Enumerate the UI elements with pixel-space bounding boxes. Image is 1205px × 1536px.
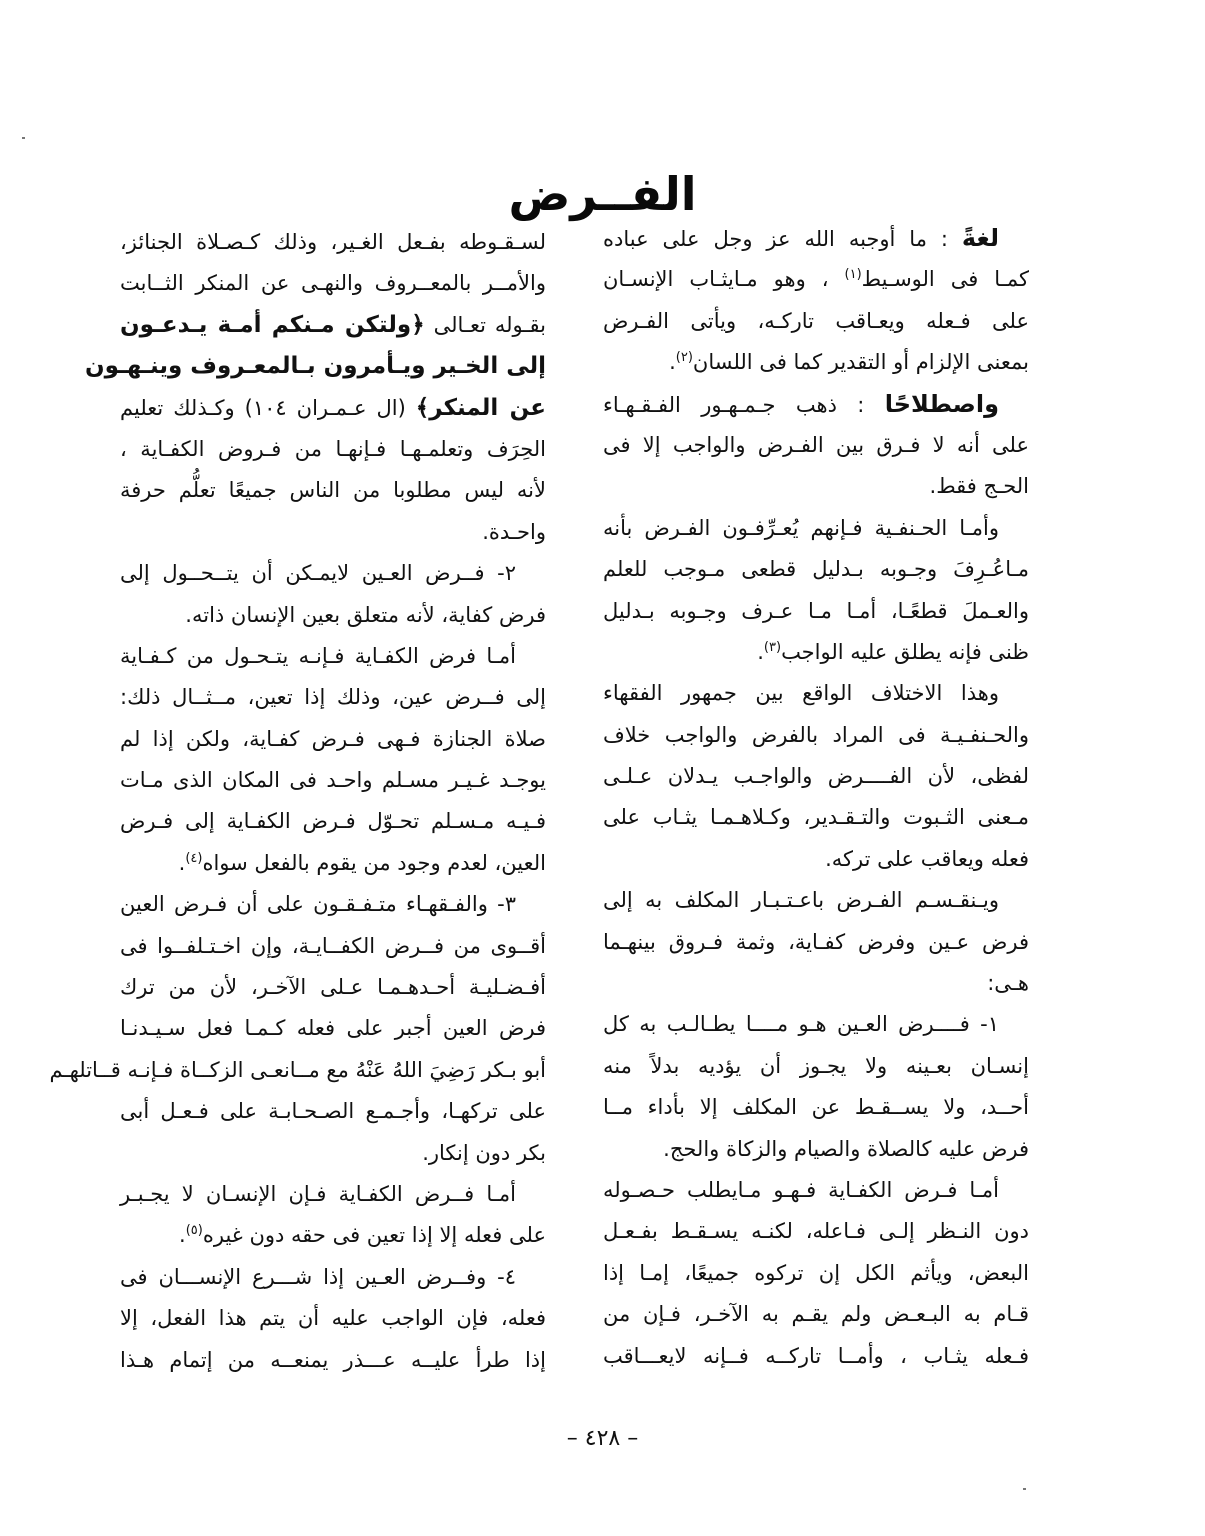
- line-text: يوجـد غـيـر مسـلم واحـد فى المكان الذى مـات: [120, 768, 546, 793]
- line-text: إذا طرأ عليــه عـــذر يمنعــه من إتمام هـذا: [120, 1347, 546, 1372]
- line-text-after: .: [669, 350, 676, 375]
- text-line: [120, 636, 546, 677]
- definition-term: واصطلاحًا: [884, 389, 999, 418]
- text-line: [120, 719, 546, 760]
- text-line: [120, 1091, 546, 1132]
- line-text: فعله ويعاقب على تركه.: [825, 846, 1029, 871]
- text-line: [603, 218, 1029, 259]
- line-text: إلى فــرض عين، وذلك إذا تعين، مــثــال ذلك:: [120, 685, 546, 710]
- text-line: [120, 388, 546, 429]
- line-text: هـى:: [987, 971, 1029, 996]
- line-text: أمـا فـرض الكفـاية فـهـو مـايطلب حـصـوله: [603, 1177, 999, 1202]
- line-text: العين، لعدم وجود من يقوم بالفعل سواه: [202, 850, 546, 875]
- line-text: وأمـا الحـنفـية فـإنهم يُعـرِّفـون الفـرض بأنه: [603, 515, 999, 540]
- text-line: [603, 1087, 1029, 1128]
- text-line: [603, 301, 1029, 342]
- line-text: فرض العين أجبر على فعله كـمـا فعل سـيـدنـا: [120, 1016, 546, 1041]
- footnote-marker[interactable]: (٣): [763, 639, 782, 655]
- right-column: [603, 218, 1029, 1377]
- line-text: لأنه ليس مطلوبا من الناس جميعًا تعلُّم حرفة: [120, 478, 546, 503]
- text-line: [49, 1050, 546, 1091]
- quran-verse: إلى الخـير ويـأمرون بـالمعـروف وينـهـون: [84, 353, 546, 380]
- line-text: بكر دون إنكار.: [422, 1140, 546, 1165]
- text-line: [603, 591, 1029, 632]
- text-line: [603, 632, 1029, 673]
- line-text: ٤- وفــرض العـين إذا شـــرع الإنســـان فى: [120, 1264, 516, 1289]
- text-line: [603, 922, 1029, 963]
- text-line: [120, 512, 546, 553]
- line-text: والحـنفـيـة فى المراد بالفرض والواجب خلاف: [603, 722, 1029, 747]
- text-line: [603, 756, 1029, 797]
- text-line: [120, 1174, 546, 1215]
- line-text: إنسـان بعـينه ولا يجـوز أن يؤديه بدلاً منه: [603, 1053, 1029, 1078]
- line-text: واحـدة.: [482, 519, 546, 544]
- text-line: [120, 222, 546, 263]
- line-text-after: (ال عـمـران ١٠٤) وكـذلك تعليم: [120, 395, 416, 420]
- page-number: – ٤٢٨ –: [566, 1426, 639, 1451]
- text-line: [603, 797, 1029, 838]
- line-text: فـعله يثـاب ، وأمــا تاركــه فــإنه لايعـــاقب: [603, 1343, 1029, 1368]
- line-text: كمـا فى الوسـيط: [861, 267, 1029, 292]
- text-line: [603, 1046, 1029, 1087]
- quran-verse: عن المنكر﴾: [415, 394, 547, 421]
- line-text: الحـج فقط.: [929, 474, 1029, 499]
- text-line: [603, 508, 1029, 549]
- text-line: [120, 595, 546, 636]
- text-line: [120, 843, 546, 884]
- text-line: [84, 346, 546, 387]
- line-text: لفظى، لأن الفــــرض والواجـب يـدلان عـلـى: [603, 764, 1029, 789]
- line-text: فرض عليه كالصلاة والصيام والزكاة والحج.: [663, 1136, 1029, 1161]
- text-line: [120, 884, 546, 925]
- line-text: ٢- فــرض العـين لايمـكن أن يتــحــول إلى: [120, 561, 516, 586]
- line-text: البعض، ويأثم الكل إن تركوه جميعًا، إمـا إذا: [603, 1260, 1029, 1285]
- line-text: فـيـه مـسـلم تحـوّل فـرض الكفـاية إلى فـرض: [120, 809, 546, 834]
- footnote-marker[interactable]: (٥): [185, 1223, 203, 1239]
- line-text: الحِرَف وتعلمـهـا فـإنهـا من فـروض الكفـاية ،: [120, 436, 546, 461]
- scan-speck: [22, 137, 25, 139]
- footnote-marker[interactable]: (٢): [675, 350, 693, 366]
- text-line: [120, 1133, 546, 1174]
- line-text: فرض كفاية، لأنه متعلق بعين الإنسان ذاته.: [185, 602, 546, 627]
- text-line: [120, 263, 546, 304]
- line-text: أمـا فــرض الكفـاية فـإن الإنسـان لا يجـبـر: [120, 1181, 516, 1206]
- line-text: ظنى فإنه يطلق عليه الواجب: [781, 639, 1029, 664]
- text-line: [603, 342, 1029, 383]
- line-text: لسـقـوطه بفـعل الغـير، وذلك كـصـلاة الجنائز،: [120, 230, 546, 254]
- text-line: [603, 1129, 1029, 1170]
- line-text: بقـوله تعـالى: [424, 312, 547, 337]
- line-text: مـاعُـرِفَ وجـوبه بـدليل قطعى مـوجب للعلم: [603, 557, 1029, 582]
- text-line: [120, 553, 546, 594]
- line-text: على فعله إلا إذا تعين فى حقه دون غيره: [202, 1223, 546, 1248]
- line-text: فرض عـين وفرض كفـاية، وثمة فـروق بينهـما: [603, 929, 1029, 954]
- text-line: [603, 880, 1029, 921]
- text-line: [603, 1253, 1029, 1294]
- line-text: دون النـظر إلـى فـاعله، لكنـه يسـقـط بفـعـل: [603, 1219, 1029, 1244]
- line-text: : ذهب جـمـهـور الفـقـهـاء: [603, 392, 885, 417]
- text-line: [603, 259, 1029, 300]
- line-text: أحــد، ولا يســقـط عن المكلف إلا بأداء مــا: [603, 1095, 1029, 1120]
- line-text: أقــوى من فــرض الكفــايـة، وإن اخـتـلفــوا فى: [120, 933, 546, 958]
- text-line: [603, 1004, 1029, 1045]
- line-text: ويـنقـسـم الفـرض باعـتـبـار المكلف به إلى: [603, 888, 999, 913]
- text-line: [603, 466, 1029, 507]
- line-text: أمـا فرض الكفـاية فـإنـه يتـحـول من كـفـاية: [120, 643, 516, 668]
- line-text: فعله، فإن الواجب عليه أن يتم هذا الفعل، إلا: [120, 1306, 546, 1331]
- text-line: [120, 926, 546, 967]
- line-text: وهذا الاختلاف الواقع بين جمهور الفقهاء: [603, 681, 999, 706]
- text-line: [603, 715, 1029, 756]
- text-line: [120, 677, 546, 718]
- quran-verse: ﴿ولتكن مـنكم أمـة يـدعـون: [120, 311, 425, 338]
- line-text: على أنه لا فـرق بين الفـرض والواجب إلا فى: [603, 432, 1029, 457]
- text-line: [603, 384, 1029, 425]
- text-line: [120, 1008, 546, 1049]
- definition-term: لغةً: [961, 224, 999, 252]
- text-line: [120, 305, 546, 346]
- text-line: [603, 1211, 1029, 1252]
- text-line: [120, 801, 546, 842]
- line-text: أبو بـكر رَضِيَ اللهُ عَنْهُ مع مــانعـى الزكــاة فـإنـه قــاتلهـم: [49, 1057, 546, 1082]
- line-text: والأمــر بالمعــروف والنهـى عن المنكر الثــابت: [120, 271, 546, 296]
- line-text-after: .: [757, 639, 764, 664]
- text-line: [603, 549, 1029, 590]
- line-text-after: .: [178, 850, 186, 875]
- text-line: [120, 967, 546, 1008]
- text-line: [603, 1294, 1029, 1335]
- line-text: بمعنى الإلزام أو التقدير كما فى اللسان: [692, 350, 1029, 375]
- line-text: ٣- والفـقهـاء متـفـقـون على أن فـرض العين: [120, 892, 516, 917]
- text-line: [120, 470, 546, 511]
- line-text: أفـضـليـة أحـدهـمـا عـلى الآخـر، لأن من ترك: [120, 975, 546, 1000]
- text-line: [120, 1340, 546, 1381]
- line-text: قـام به البـعـض ولم يقـم به الآخـر، فـإن من: [603, 1302, 1029, 1327]
- text-line: [603, 1336, 1029, 1377]
- scan-speck: [1023, 1488, 1026, 1490]
- page-title: الفــرض: [508, 166, 697, 221]
- line-text: : ما أوجبه الله عز وجل على عباده: [603, 227, 962, 251]
- text-line: [603, 1170, 1029, 1211]
- line-text: على فـعله ويعـاقب تاركـه، ويأتى الفـرض: [603, 308, 1029, 333]
- text-line: [120, 1257, 546, 1298]
- footnote-marker[interactable]: (٤): [185, 850, 203, 866]
- footnote-marker[interactable]: (١): [844, 267, 862, 283]
- text-line: [120, 429, 546, 470]
- line-text-after: ، وهو مـايثـاب الإنسـان: [603, 267, 845, 292]
- line-text: مـعنى الثـبوت والتـقـدير، وكـلاهـمـا يثـاب على: [603, 805, 1029, 830]
- text-line: [603, 839, 1029, 880]
- text-line: [603, 963, 1029, 1004]
- text-line: [120, 760, 546, 801]
- text-line: [120, 1298, 546, 1339]
- line-text: على تركهـا، وأجـمـع الصـحـابـة على فـعـل أبى: [120, 1099, 546, 1124]
- line-text: والعـملَ قطعًـا، أمـا مـا عـرف وجـوبه بـدليل: [603, 598, 1029, 623]
- line-text: ١- فــــرض العـين هـو مــــا يطـالـب به كل: [603, 1012, 999, 1037]
- text-line: [603, 425, 1029, 466]
- line-text: صلاة الجنازة فـهى فـرض كفـاية، ولكن إذا لم: [120, 726, 546, 751]
- text-line: [120, 1215, 546, 1256]
- line-text-after: .: [179, 1223, 186, 1248]
- left-column: [49, 222, 547, 1381]
- text-line: [603, 673, 1029, 714]
